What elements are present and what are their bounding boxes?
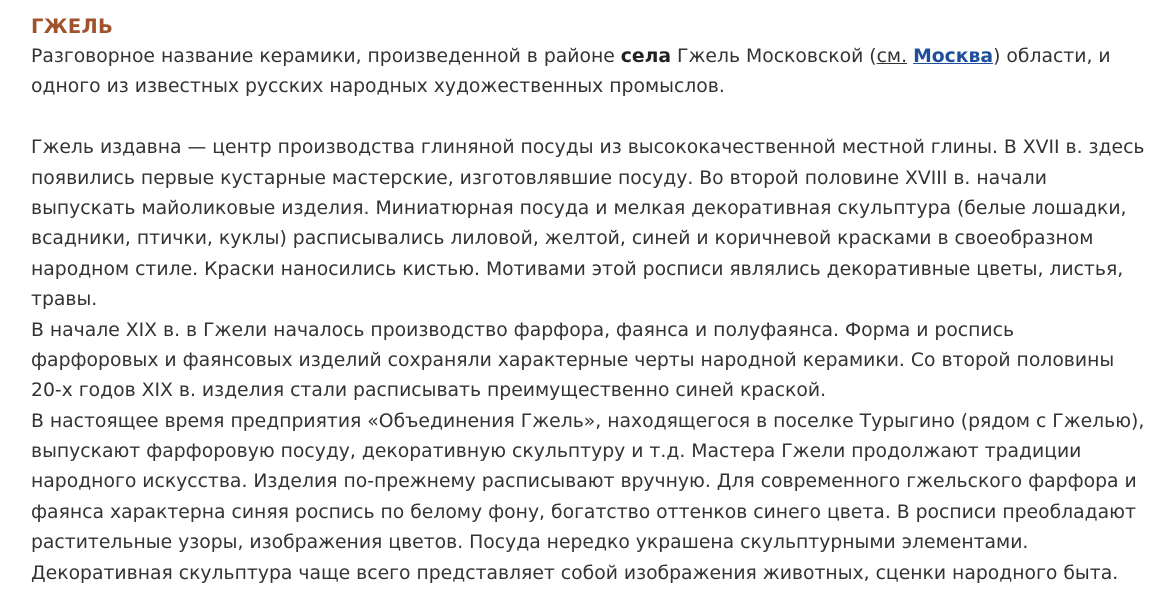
paragraph-line: 20-х годов XIX в. изделия стали расписывать преимущественно синей краской. <box>31 380 827 402</box>
intro-bold-word: села <box>620 46 672 67</box>
paragraph-line: фаянса характерна синяя роспись по белому фону, богатство оттенков синего цвета. В росписи преобладают <box>31 501 1136 523</box>
intro-text-3: ) области, и <box>993 46 1111 67</box>
paragraph-line: Гжель издавна — центр производства глиняной посуды из высококачественной местной глины. В XVII в. здесь <box>31 137 1145 159</box>
intro-line-2: одного из известных русских народных художественных промыслов. <box>31 76 725 98</box>
paragraph-line: Декоративная скульптура чаще всего представляет собой изображения животных, сценки народного быта. <box>31 562 1119 584</box>
moscow-link[interactable]: Москва <box>913 46 994 67</box>
intro-paragraph <box>31 42 1134 103</box>
paragraph-line: травы. <box>31 289 98 311</box>
paragraph-line: народного искусства. Изделия по-прежнему расписывают вручную. Для современного гжельского фарфора и <box>31 471 1137 493</box>
paragraph-line: выпускать майоликовые изделия. Миниатюрная посуда и мелкая декоративная скульптура (белые лошадки, <box>31 197 1127 219</box>
paragraph-line: растительные узоры, изображения цветов. Посуда нередко украшена скульптурными элементами. <box>31 532 1029 554</box>
intro-text-2: Гжель Московской ( <box>671 46 877 67</box>
see-also-link[interactable]: см. <box>876 46 908 67</box>
porcelain-paragraph <box>31 316 1134 407</box>
paragraph-line: выпускают фарфоровую посуду, декоративную скульптуру и т.д. Мастера Гжели продолжают традиции <box>31 441 1082 463</box>
paragraph-line: фарфоровых и фаянсовых изделий сохраняли характерные черты народной керамики. Со второй половины <box>31 349 1115 371</box>
paragraph-line: всадники, птички, куклы) расписывались лиловой, желтой, синей и коричневой красками в своеобразном <box>31 228 1094 250</box>
intro-text-1: Разговорное название керамики, произведенной в районе <box>31 46 621 67</box>
history-paragraph <box>31 133 1145 315</box>
paragraph-line: появились первые кустарные мастерские, изготовлявшие посуду. Во второй половине XVIII в. начали <box>31 167 1047 189</box>
paragraph-line: народном стиле. Краски наносились кистью. Мотивами этой росписи являлись декоративные цветы, листья, <box>31 258 1124 280</box>
paragraph-line: В настоящее время предприятия «Объединения Гжель», находящегося в поселке Турыгино (рядом с Гжелью), <box>31 410 1145 432</box>
intro-line-1 <box>31 42 1134 72</box>
paragraph-line: В начале XIX в. в Гжели началось производство фарфора, фаянса и полуфаянса. Форма и роспись <box>31 319 1015 341</box>
paragraph-gap <box>31 103 1134 133</box>
article-title: ГЖЕЛЬ <box>31 15 114 38</box>
modern-paragraph <box>31 407 1145 589</box>
